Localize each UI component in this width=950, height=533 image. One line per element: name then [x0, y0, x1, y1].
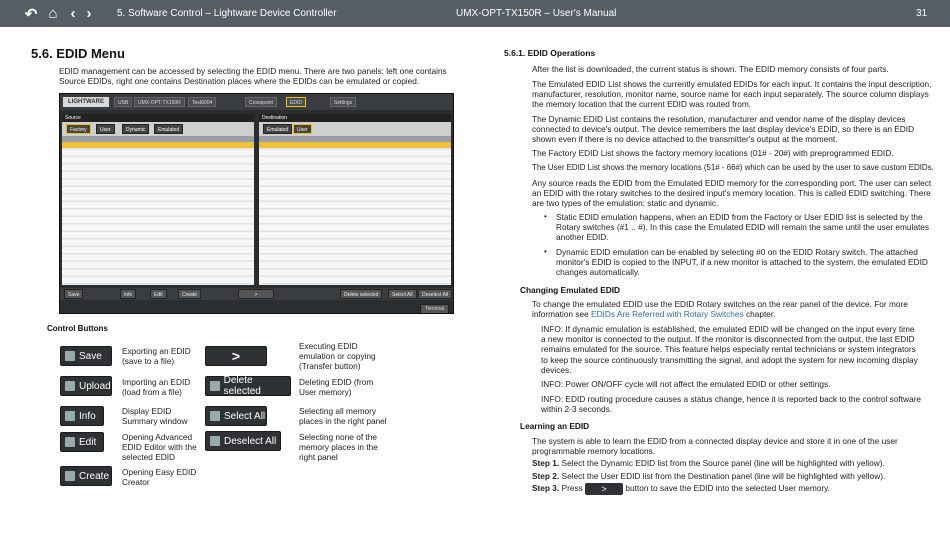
transfer-inline-button-icon: >	[585, 483, 623, 495]
save-icon	[65, 351, 75, 361]
control-buttons-title: Control Buttons	[47, 324, 108, 333]
screenshot-tab: EDID	[286, 97, 306, 107]
step: Step 1. Select the Dynamic EDID list from the Source panel (line will be highlighted with yellow).	[532, 458, 885, 468]
select-all-description: Selecting all memory places in the right panel	[299, 406, 387, 427]
header-section-title: 5. Software Control – Lightware Device Controller	[117, 8, 337, 19]
screenshot-tab: Crosspoint	[245, 97, 277, 107]
save-mini-button: Save	[64, 289, 83, 299]
upload-description: Importing an EDID (load from a file)	[122, 377, 191, 398]
edit-icon	[65, 437, 75, 447]
info-note: INFO: If dynamic emulation is established, the emulated EDID will be changed on the input every time a new monitor is connected to the output. If the monitor is disconnected from the output, the last EDID remains emulated for the source. This feature helps especially rental technicians or system integrators to keep the source continuously transmitting the signal, and adopt the system for new incoming display devices.	[541, 324, 918, 375]
paragraph: Any source reads the EDID from the Emulated EDID memory for the corresponding port. The user can select an EDID with the rotary switches to the desired input's memory location. This is called EDID switching. There are two types of the emulation: static and dynamic.	[532, 178, 932, 209]
source-panel-title: Source	[62, 114, 254, 122]
bullet-dynamic: Dynamic EDID emulation can be enabled by selecting #0 on the EDID Rotary switch. The attached monitor's EDID is copied to the INPUT, if a new monitor is attached to the system, the emulated EDID changes automatically.	[556, 247, 928, 278]
save-description: Exporting an EDID (save to a file)	[122, 346, 191, 367]
upload-button[interactable]: Upload	[60, 376, 112, 396]
selected-row-highlight	[259, 142, 451, 148]
delete-description: Deleting EDID (from User memory)	[299, 377, 374, 398]
info-icon	[65, 411, 75, 421]
home-icon[interactable]: ⌂	[48, 5, 58, 22]
step: Step 2. Select the User EDID list from the Destination panel (line will be highlighted with yellow).	[532, 471, 886, 481]
dynamic-tab: Dynamic	[122, 124, 149, 134]
terminal-button: Terminal	[420, 304, 449, 314]
transfer-mini-button: >	[238, 289, 274, 299]
create-mini-button: Create	[178, 289, 201, 299]
learning-title: Learning an EDID	[520, 421, 590, 431]
destination-panel	[259, 114, 451, 285]
create-icon	[65, 471, 75, 481]
info-note: INFO: Power ON/OFF cycle will not affect the emulated EDID or other settings.	[541, 379, 831, 389]
upload-icon	[65, 381, 75, 391]
deselect-all-button[interactable]: Deselect All	[205, 431, 281, 451]
info-button[interactable]: Info	[60, 406, 104, 426]
paragraph: The system is able to learn the EDID from a connected display device and store it in one of the user programmable memory locations.	[532, 436, 898, 457]
screenshot-tab: Test0004	[188, 97, 216, 107]
select-all-icon	[210, 411, 220, 421]
info-note: INFO: EDID routing procedure causes a status change, hence it is reported back to the control software within 2-3 seconds.	[541, 394, 922, 415]
section-heading: 5.6. EDID Menu	[31, 46, 125, 61]
screenshot-tab: UMX-OPT-TX150R	[134, 97, 185, 107]
page-number: 31	[916, 8, 928, 19]
edit-description: Opening Advanced EDID Editor with the selected EDID	[122, 432, 197, 463]
delete-selected-button[interactable]: Delete selected	[205, 376, 291, 396]
emulated-tab: Emulated	[154, 124, 183, 134]
lightware-logo: LIGHTWARE	[63, 97, 109, 107]
bullet-icon: •	[544, 247, 547, 256]
paragraph: The Emulated EDID List shows the currently emulated EDIDs for each input. It contains the input description, manufacturer, resolution, monitor name, source name for each input separately. The source column displays the memory location that the current EDID was routed from.	[532, 79, 932, 110]
screenshot-bottom-toolbar	[60, 288, 454, 300]
previous-page-icon[interactable]: ‹	[70, 5, 76, 22]
factory-tab: Factory	[66, 124, 91, 134]
deselect-all-mini-button: Deselect All	[418, 289, 452, 299]
info-mini-button: Info	[120, 289, 136, 299]
screenshot-top-bar	[60, 94, 454, 110]
create-description: Opening Easy EDID Creator	[122, 467, 197, 488]
intro-line-1: EDID management can be accessed by selecting the EDID menu. There are two panels: left one contains	[59, 66, 447, 76]
rotary-switch-link[interactable]: EDIDs Are Referred with Rotary Switches	[591, 309, 744, 320]
delete-icon	[210, 381, 220, 391]
subsection-heading: 5.6.1. EDID Operations	[504, 48, 596, 58]
destination-panel-title: Destination	[259, 114, 451, 122]
save-button[interactable]: Save	[60, 346, 112, 366]
bullet-static: Static EDID emulation happens, when an EDID from the Factory or User EDID list is selected by the Rotary switches (#1 .. #). In this case the Emulated EDID will remain the same until the user emulates another EDID.	[556, 212, 930, 243]
page-header	[0, 0, 950, 27]
deselect-all-description: Selecting none of the memory places in the right panel	[299, 432, 378, 463]
edit-mini-button: Edit	[150, 289, 167, 299]
header-manual-title: UMX-OPT-TX150R – User's Manual	[456, 8, 617, 19]
info-description: Display EDID Summary window	[122, 406, 188, 427]
source-panel	[62, 114, 254, 285]
selected-row-highlight	[62, 142, 254, 148]
paragraph: The Factory EDID List shows the factory memory locations (01# - 20#) with preprogrammed EDID.	[532, 148, 894, 158]
transfer-description: Executing EDID emulation or copying (Transfer button)	[299, 341, 376, 372]
deselect-all-icon	[210, 436, 220, 446]
paragraph: The Dynamic EDID List contains the resolution, manufacturer and vendor name of the display devices connected to device's output. The device remembers the last display device's EDID, so there is an EDID shown even if there is no device attached to the transmitter's output at the moment.	[532, 114, 915, 145]
create-button[interactable]: Create	[60, 466, 112, 486]
screenshot-tab: Settings	[330, 97, 356, 107]
screenshot-tab: USB	[114, 97, 132, 107]
back-icon[interactable]: ↶	[24, 5, 38, 23]
select-all-button[interactable]: Select All	[205, 406, 267, 426]
delete-mini-button: Delete selected	[340, 289, 382, 299]
step: Step 3. Press > button to save the EDID into the selected User memory.	[532, 483, 830, 494]
paragraph: The User EDID List shows the memory locations (51# - 66#) which can be used by the user to save custom EDIDs.	[532, 163, 934, 172]
select-all-mini-button: Select All	[388, 289, 417, 299]
bullet-icon: •	[544, 212, 547, 221]
edid-menu-screenshot	[59, 93, 454, 314]
transfer-button[interactable]: >	[205, 346, 267, 366]
next-page-icon[interactable]: ›	[86, 5, 92, 22]
emulated-tab: Emulated	[263, 124, 292, 134]
user-tab: User	[293, 124, 312, 134]
user-tab: User	[96, 124, 115, 134]
paragraph: After the list is downloaded, the current status is shown. The EDID memory consists of four parts.	[532, 64, 889, 74]
edit-button[interactable]: Edit	[60, 432, 104, 452]
intro-line-2: Source EDIDs, right one contains Destination places where the EDIDs can be emulated or copied.	[59, 76, 420, 86]
changing-title: Changing Emulated EDID	[520, 285, 621, 295]
paragraph: To change the emulated EDID use the EDID Rotary switches on the rear panel of the device. For more information see EDIDs Are Referred with Rotary Switches chapter.	[532, 299, 908, 320]
